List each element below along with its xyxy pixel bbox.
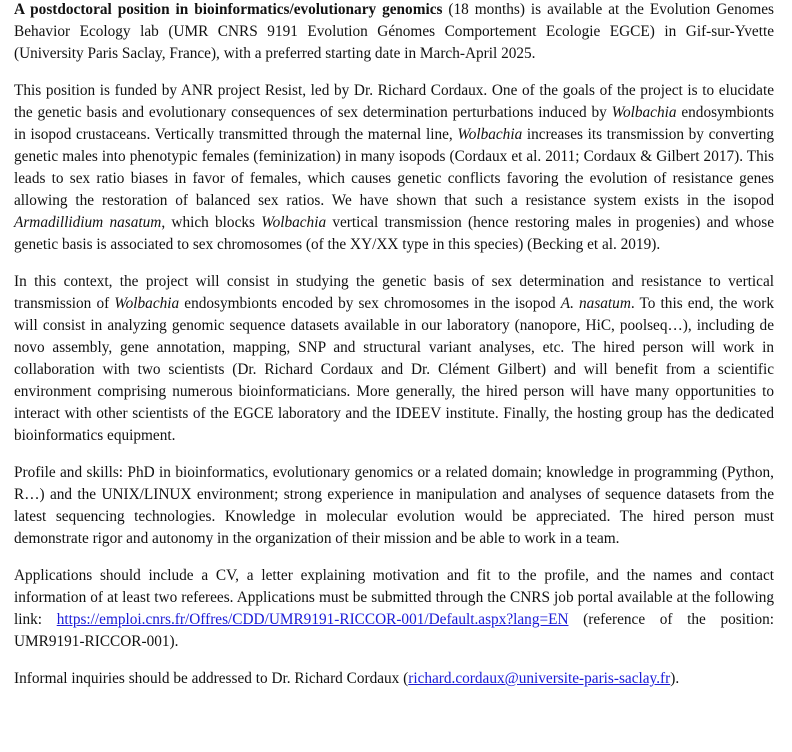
inquiries-text-1: Informal inquiries should be addressed to Dr. Richard Cordaux ( xyxy=(14,670,409,687)
inquiries-text-2: ). xyxy=(670,670,680,687)
species-name-a-nasatum: A. nasatum xyxy=(560,295,631,312)
funding-text-4: , which blocks xyxy=(161,214,262,231)
species-name-armadillidium: Armadillidium nasatum xyxy=(14,214,162,231)
contact-email-link[interactable]: richard.cordaux@universite-paris-saclay.fr xyxy=(408,670,671,687)
species-name-wolbachia: Wolbachia xyxy=(261,214,327,231)
project-text-2: endosymbionts encoded by sex chromosomes in the isopod xyxy=(179,295,561,312)
species-name-wolbachia: Wolbachia xyxy=(114,295,180,312)
species-name-wolbachia: Wolbachia xyxy=(457,126,523,143)
funding-text-3: increases its transmission by converting genetic males into phenotypic females (feminization) in many isopods (Cordaux et al. 2011; Cordaux & Gilbert 2017). This leads to sex ratio biases in favor of females, which causes genetic conflicts favoring the evolution of resistance genes allowing the restoration of balanced sex ratios. We have shown that such a resistance system exists in the isopod xyxy=(14,126,775,209)
project-paragraph xyxy=(14,271,774,447)
funding-text-1: This position is funded by ANR project Resist, led by Dr. Richard Cordaux. One of the goals of the project is to elucidate the genetic basis and evolutionary consequences of sex determination perturbations induced by xyxy=(14,82,774,121)
applications-text-1: Applications should include a CV, a letter explaining motivation and fit to the profile, and the names and contact information of at least two referees. Applications must be submitted through the CNRS job portal available at the following link: xyxy=(14,567,774,628)
funding-paragraph xyxy=(14,80,774,256)
applications-paragraph xyxy=(14,565,774,653)
project-text-3: . To this end, the work will consist in analyzing genomic sequence datasets available in our laboratory (nanopore, HiC, poolseq…), including de novo assembly, gene annotation, mapping, SNP and structural variant analyses, etc. The hired person will work in collaboration with two scientists (Dr. Richard Cordaux and Dr. Clément Gilbert) and will benefit from a scientific environment comprising numerous bioinformaticians. More generally, the hired person will have many opportunities to interact with other scientists of the EGCE laboratory and the IDEEV institute. Finally, the hosting group has the dedicated bioinformatics equipment. xyxy=(14,295,775,444)
funding-text-2: endosymbionts in isopod crustaceans. Vertically transmitted through the maternal line, xyxy=(14,104,774,143)
project-text-1: In this context, the project will consist in studying the genetic basis of sex determination and resistance to vertical transmission of xyxy=(14,273,774,312)
intro-text: (18 months) is available at the Evolution Genomes Behavior Ecology lab (UMR CNRS 9191 Evolution Génomes Comportement Ecologie EGCE) in Gif-sur-Yvette (University Paris Saclay, France), with a preferred starting date in March-April 2025. xyxy=(14,1,775,62)
job-portal-link[interactable]: https://emploi.cnrs.fr/Offres/CDD/UMR9191-RICCOR-001/Default.aspx?lang=EN xyxy=(56,611,569,628)
inquiries-paragraph xyxy=(14,668,774,690)
intro-paragraph xyxy=(14,0,774,65)
position-title: A postdoctoral position in bioinformatics/evolutionary genomics xyxy=(14,1,443,18)
applications-text-2: (reference of the position: UMR9191-RICCOR-001). xyxy=(14,611,774,650)
profile-paragraph: Profile and skills: PhD in bioinformatics, evolutionary genomics or a related domain; knowledge in programming (Python, R…) and the UNIX/LINUX environment; strong experience in manipulation and analyses of sequence datasets from the latest sequencing technologies. Knowledge in molecular evolution would be appreciated. The hired person must demonstrate rigor and autonomy in the organization of their mission and be able to work in a team. xyxy=(14,464,774,547)
funding-text-5: vertical transmission (hence restoring males in progenies) and whose genetic basis is associated to sex chromosomes (of the XY/XX type in this species) (Becking et al. 2019). xyxy=(14,214,774,253)
species-name-wolbachia: Wolbachia xyxy=(611,104,677,121)
